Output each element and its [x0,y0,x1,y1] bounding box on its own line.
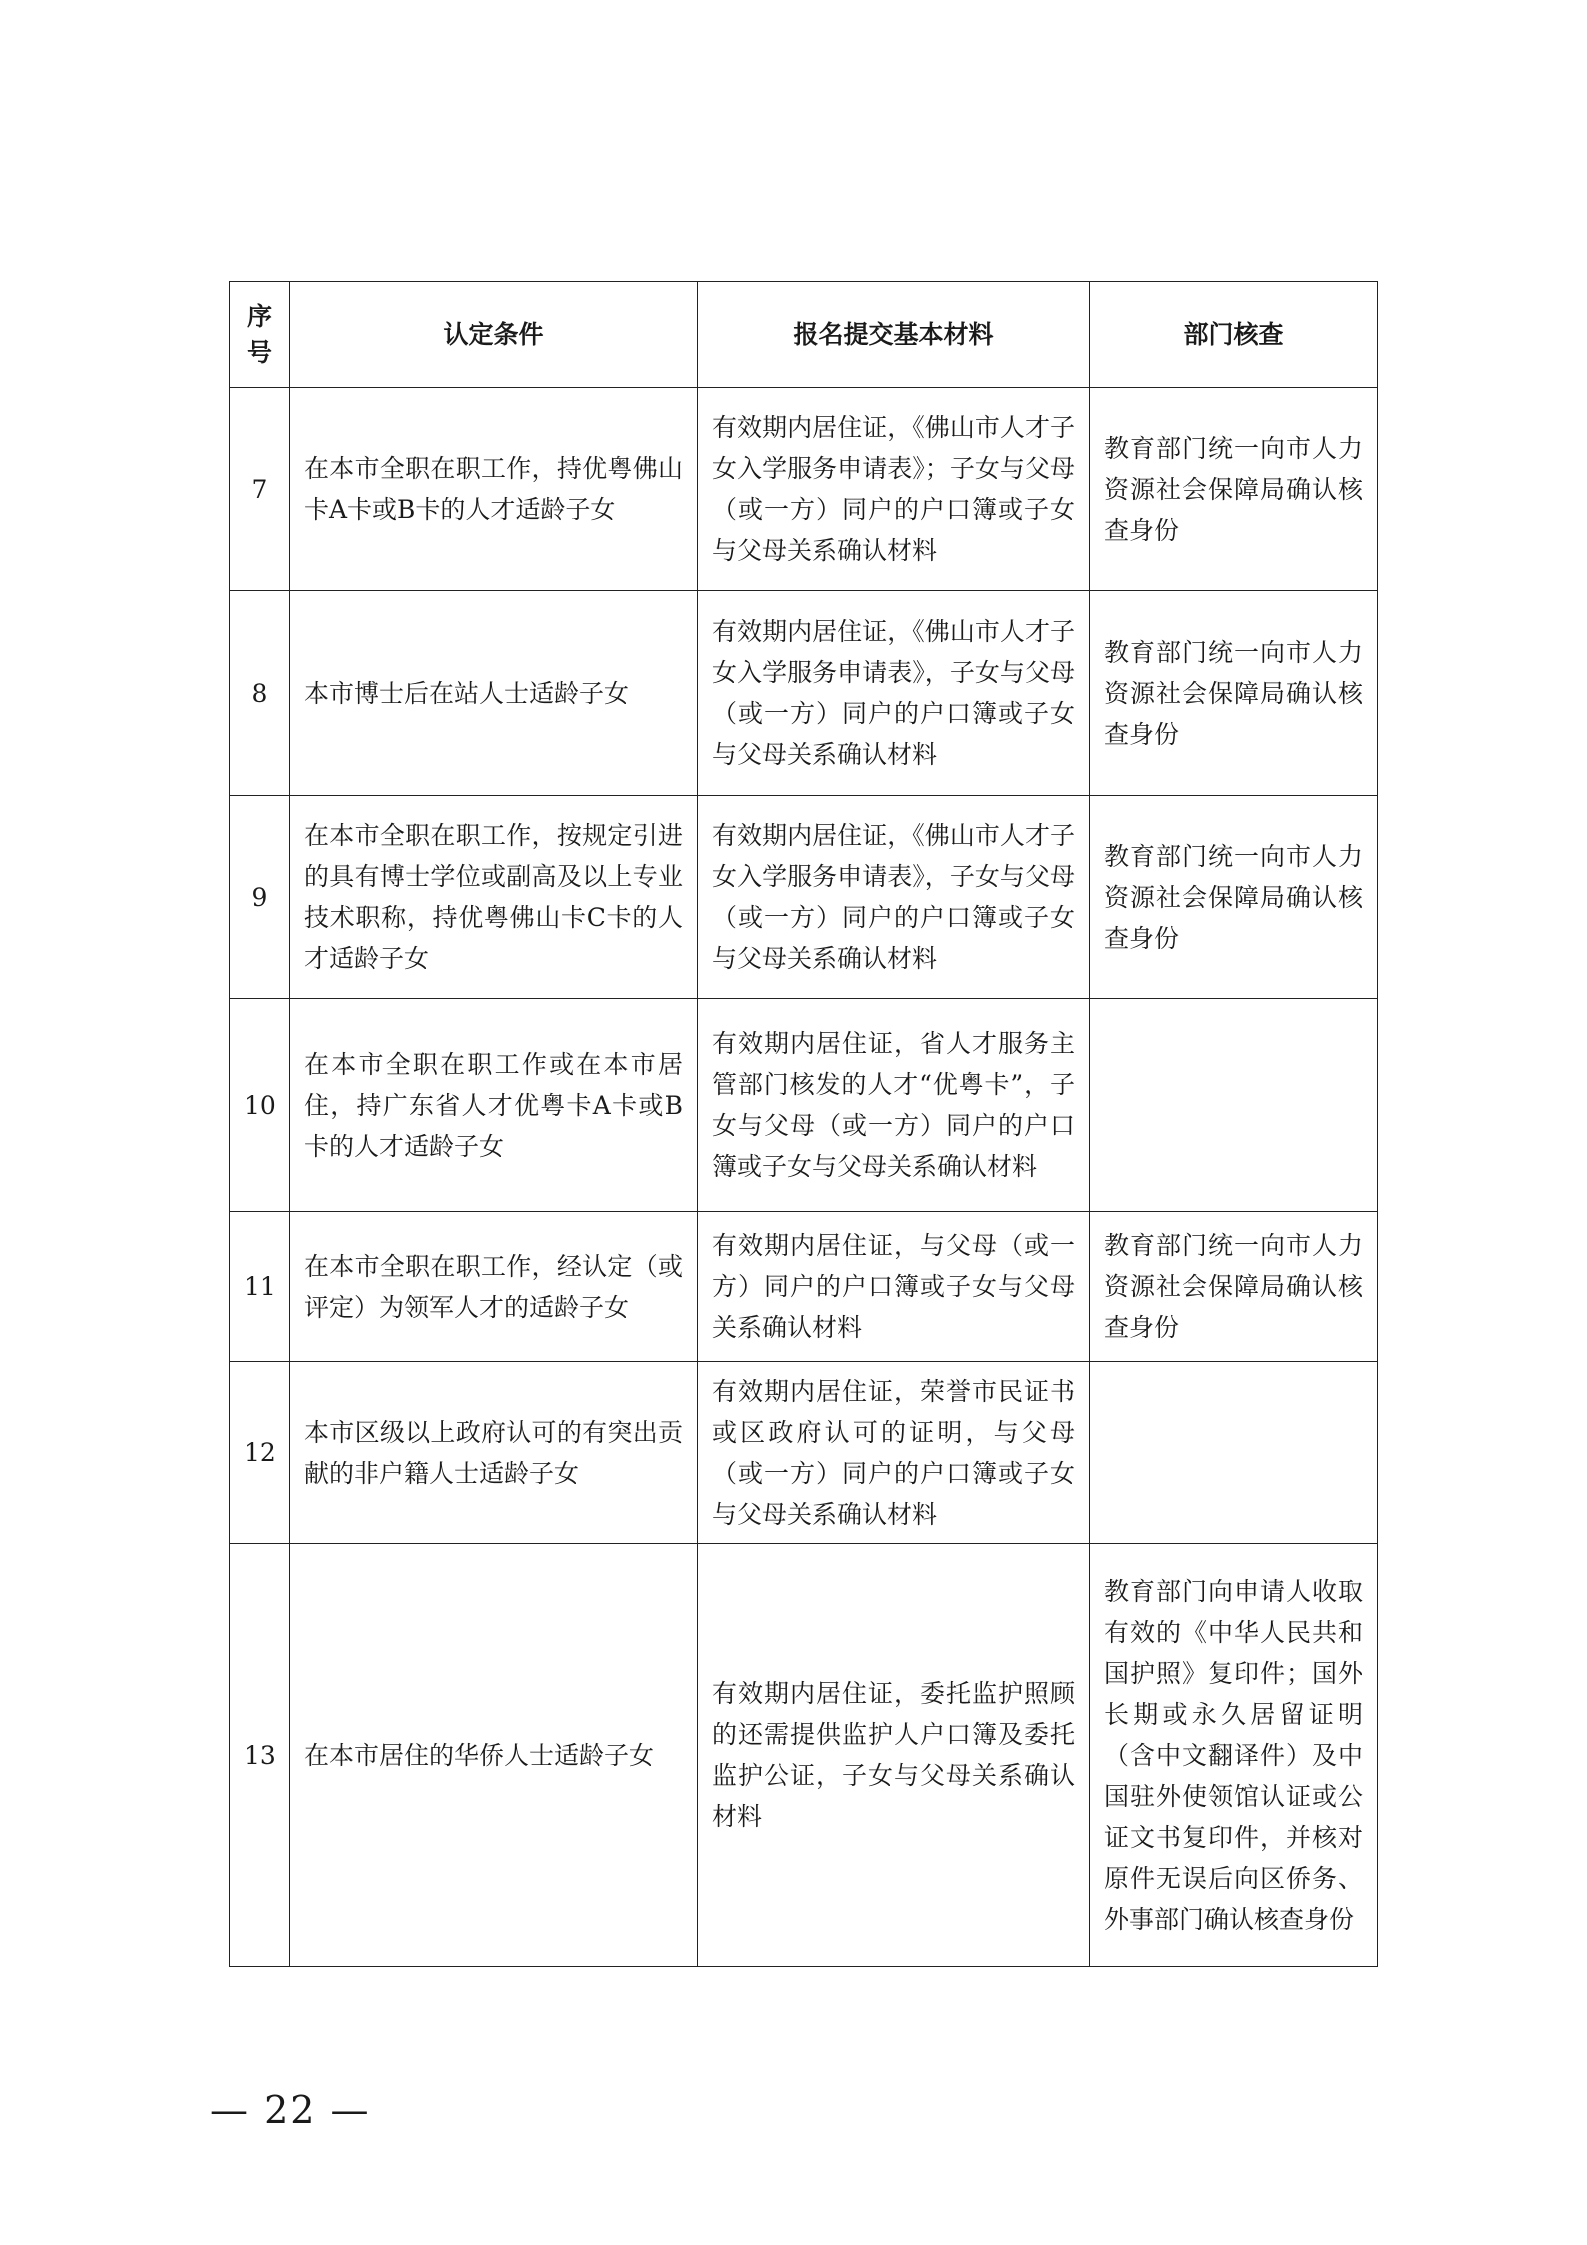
table-row [230,591,1378,796]
row-check [1090,1362,1378,1544]
row-check: 教育部门统一向市人力资源社会保障局确认核查身份 [1090,796,1378,999]
row-seq: 13 [230,1544,290,1967]
row-seq: 10 [230,999,290,1212]
table-header-row [230,282,1378,388]
row-seq: 12 [230,1362,290,1544]
table-row [230,1212,1378,1362]
requirements-table [229,281,1378,1967]
table-row [230,1544,1378,1967]
row-materials: 有效期内居住证，《佛山市人才子女入学服务申请表》；子女与父母（或一方）同户的户口簿或子女与父母关系确认材料 [698,388,1090,591]
row-check: 教育部门统一向市人力资源社会保障局确认核查身份 [1090,591,1378,796]
row-check: 教育部门统一向市人力资源社会保障局确认核查身份 [1090,1212,1378,1362]
row-seq: 8 [230,591,290,796]
row-seq: 11 [230,1212,290,1362]
table-row [230,1362,1378,1544]
row-condition: 在本市全职在职工作，按规定引进的具有博士学位或副高及以上专业技术职称，持优粤佛山卡C卡的人才适龄子女 [290,796,698,999]
row-materials: 有效期内居住证，省人才服务主管部门核发的人才“优粤卡”，子女与父母（或一方）同户的户口簿或子女与父母关系确认材料 [698,999,1090,1212]
row-seq: 7 [230,388,290,591]
row-check [1090,999,1378,1212]
row-condition: 本市区级以上政府认可的有突出贡献的非户籍人士适龄子女 [290,1362,698,1544]
row-check: 教育部门向申请人收取有效的《中华人民共和国护照》复印件；国外长期或永久居留证明（含中文翻译件）及中国驻外使领馆认证或公证文书复印件，并核对原件无误后向区侨务、外事部门确认核查身份 [1090,1544,1378,1967]
row-condition: 在本市全职在职工作，持优粤佛山卡A卡或B卡的人才适龄子女 [290,388,698,591]
row-check: 教育部门统一向市人力资源社会保障局确认核查身份 [1090,388,1378,591]
row-materials: 有效期内居住证，与父母（或一方）同户的户口簿或子女与父母关系确认材料 [698,1212,1090,1362]
row-condition: 在本市全职在职工作或在本市居住，持广东省人才优粤卡A卡或B卡的人才适龄子女 [290,999,698,1212]
row-materials: 有效期内居住证，委托监护照顾的还需提供监护人户口簿及委托监护公证，子女与父母关系确认材料 [698,1544,1090,1967]
row-condition: 在本市全职在职工作，经认定（或评定）为领军人才的适龄子女 [290,1212,698,1362]
header-seq: 序 号 [230,282,290,388]
header-materials: 报名提交基本材料 [698,282,1090,388]
table-row [230,388,1378,591]
table-row [230,796,1378,999]
header-check: 部门核查 [1090,282,1378,388]
table-row [230,999,1378,1212]
page-number: — 22 — [210,2088,371,2132]
row-seq: 9 [230,796,290,999]
header-condition: 认定条件 [290,282,698,388]
row-condition: 在本市居住的华侨人士适龄子女 [290,1544,698,1967]
row-materials: 有效期内居住证，《佛山市人才子女入学服务申请表》，子女与父母（或一方）同户的户口簿或子女与父母关系确认材料 [698,796,1090,999]
row-condition: 本市博士后在站人士适龄子女 [290,591,698,796]
row-materials: 有效期内居住证，《佛山市人才子女入学服务申请表》，子女与父母（或一方）同户的户口簿或子女与父母关系确认材料 [698,591,1090,796]
row-materials: 有效期内居住证，荣誉市民证书或区政府认可的证明，与父母（或一方）同户的户口簿或子女与父母关系确认材料 [698,1362,1090,1544]
